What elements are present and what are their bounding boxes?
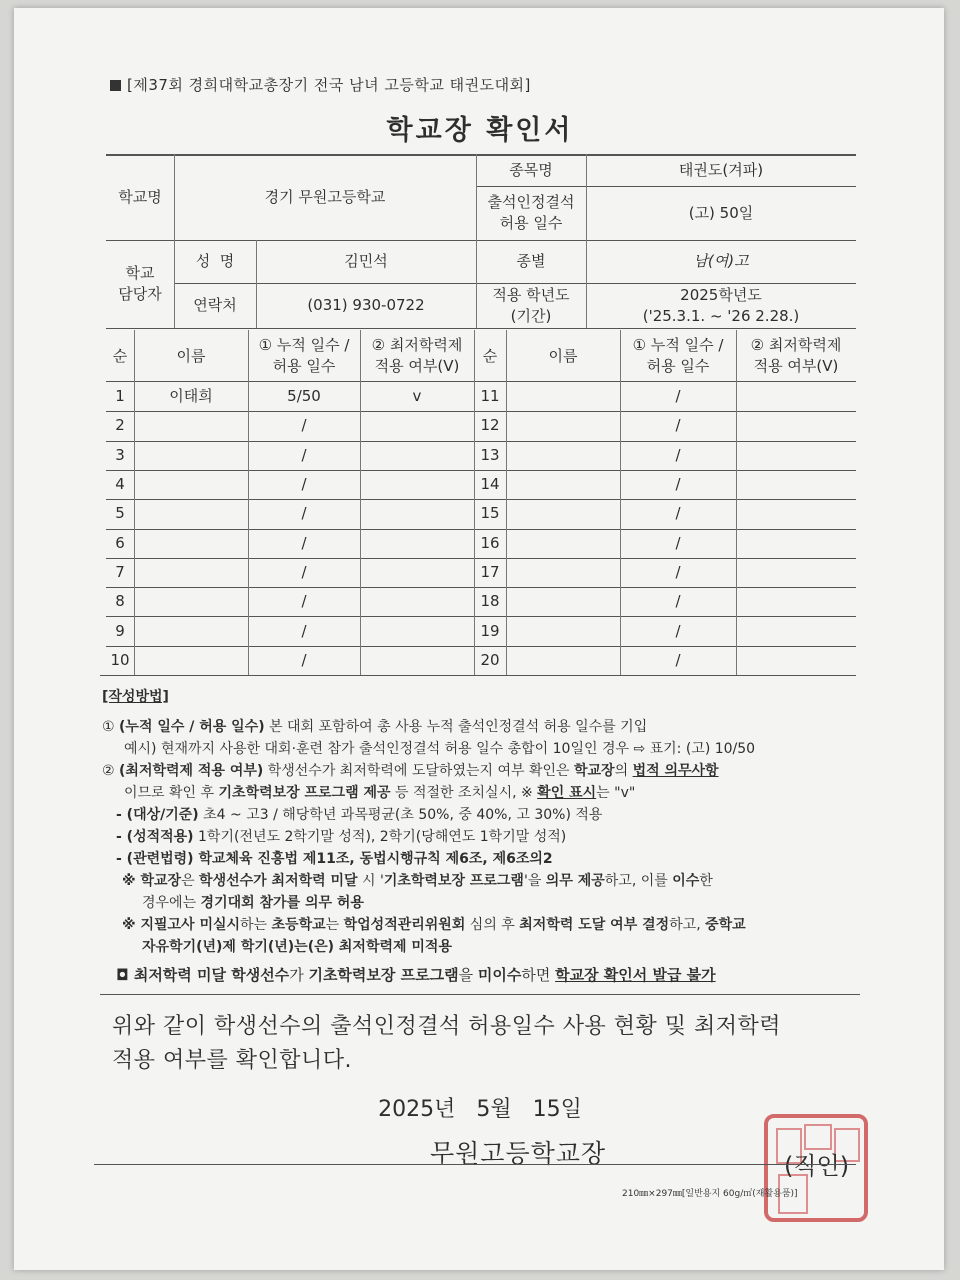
contact-label: 연락처 — [193, 296, 237, 314]
row-number: 5 — [115, 504, 125, 523]
min-achievement — [360, 587, 474, 616]
note-2-cont: 이므로 확인 후 기초학력보장 프로그램 제공 등 적절한 조치실시, ※ 확인 표시는 "v" — [124, 785, 636, 801]
note-1-example: 예시) 현재까지 사용한 대회·훈련 참가 출석인정결석 허용 일수 총합이 10일인 경우 ⇨ 표기: (고) 10/50 — [124, 741, 756, 757]
col-header-min: ② 최저학력제 적용 여부(V) — [750, 336, 842, 375]
name-value: 김민석 — [344, 252, 388, 270]
detail-target: - (대상/기준) 초4 ~ 고3 / 해당학년 과목평균(초 50%, 중 40%, 고 30%) 적용 — [116, 807, 603, 823]
table-column-rule — [506, 330, 507, 675]
student-name — [134, 411, 248, 440]
table-row-rule — [106, 558, 856, 559]
student-name — [506, 616, 620, 645]
student-name — [134, 587, 248, 616]
instructions-heading: [작성방법] — [102, 689, 169, 705]
row-number: 9 — [115, 621, 125, 640]
days-used: / — [675, 387, 681, 406]
table-row-rule — [106, 470, 856, 471]
row-number: 20 — [480, 650, 500, 669]
detail-grades: - (성적적용) 1학기(전년도 2학기말 성적), 2학기(당해연도 1학기말 성적) — [116, 829, 567, 845]
table-column-rule — [736, 330, 737, 675]
row-number: 1 — [115, 387, 125, 406]
min-achievement — [736, 499, 856, 528]
remark-1: ※ 학교장은 학생선수가 최저학력 미달 시 '기초학력보장 프로그램'을 의무 제공하고, 이를 이수한 — [122, 873, 713, 889]
col-header-days: ① 누적 일수 / 허용 일수 — [258, 336, 350, 375]
min-achievement — [360, 529, 474, 558]
event-title: [제37회 경희대학교총장기 전국 남녀 고등학교 태권도대회] — [110, 74, 531, 95]
allowed-days-label: 출석인정결석 허용 일수 — [487, 193, 575, 232]
row-number: 4 — [115, 475, 125, 494]
seal-label: (직인) — [784, 1152, 850, 1180]
days-used: / — [301, 445, 307, 464]
table-bottom-rule — [100, 675, 856, 676]
days-used: / — [301, 416, 307, 435]
days-used: / — [675, 562, 681, 581]
days-used: / — [675, 592, 681, 611]
days-used: / — [675, 533, 681, 552]
gender-label: 종별 — [516, 252, 546, 270]
student-name — [134, 616, 248, 645]
min-achievement — [736, 382, 856, 411]
square-bullet-icon — [110, 80, 121, 91]
school-value: 경기 무원고등학교 — [264, 187, 386, 206]
table-row-rule — [106, 411, 856, 412]
confirmation-statement: 위와 같이 학생선수의 출석인정결석 허용일수 사용 현황 및 최저학력 적용 여부를 확인합니다. — [112, 1014, 782, 1073]
min-achievement — [360, 558, 474, 587]
divider — [100, 994, 860, 995]
days-used: / — [675, 475, 681, 494]
document-date: 2025년 5월 15일 — [378, 1097, 582, 1122]
document-title: 학교장 확인서 — [386, 115, 574, 146]
col-header-days: ① 누적 일수 / 허용 일수 — [632, 336, 724, 375]
detail-law: - (관련법령) 학교체육 진흥법 제11조, 동법시행규칙 제6조, 제6조의2 — [116, 851, 553, 867]
student-name — [134, 558, 248, 587]
event-value: 태권도(겨파) — [678, 160, 764, 179]
table-row-rule — [106, 529, 856, 530]
table-column-rule — [134, 330, 135, 675]
min-achievement — [736, 558, 856, 587]
days-used: / — [301, 533, 307, 552]
row-number: 16 — [480, 533, 500, 552]
manager-label: 학교 담당자 — [118, 264, 162, 303]
principal-name: 무원고등학교장 — [430, 1139, 607, 1168]
days-used: / — [301, 621, 307, 640]
paper-spec: 210㎜×297㎜[일반용지 60g/㎡(재활용품)] — [622, 1189, 798, 1199]
contact-value: (031) 930-0722 — [307, 296, 425, 314]
student-name — [134, 470, 248, 499]
min-achievement — [736, 616, 856, 645]
row-number: 2 — [115, 416, 125, 435]
min-achievement — [736, 441, 856, 470]
days-used: / — [675, 621, 681, 640]
year-value: 2025학년도 ('25.3.1. ~ '26 2.28.) — [642, 285, 800, 325]
days-used: 5/50 — [287, 387, 321, 406]
student-name — [506, 411, 620, 440]
student-name — [506, 646, 620, 675]
days-used: / — [675, 650, 681, 669]
min-achievement — [360, 499, 474, 528]
days-used: / — [301, 562, 307, 581]
note-2: ② (최저학력제 적용 여부) 학생선수가 최저학력에 도달하였는지 여부 확인은 학교장의 법적 의무사항 — [102, 763, 719, 779]
min-achievement — [736, 646, 856, 675]
student-name — [506, 441, 620, 470]
col-header-min: ② 최저학력제 적용 여부(V) — [371, 336, 463, 375]
table-column-rule — [248, 330, 249, 675]
table-row-rule — [106, 441, 856, 442]
remark-2: ※ 지필고사 미실시하는 초등학교는 학업성적관리위원회 심의 후 최저학력 도달 여부 결정하고, 중학교 — [122, 917, 746, 933]
col-header-no: 순 — [482, 346, 498, 365]
student-name — [506, 558, 620, 587]
row-number: 11 — [480, 387, 500, 406]
year-label: 적용 학년도 (기간) — [492, 285, 570, 325]
col-header-name: 이름 — [548, 346, 578, 365]
row-number: 17 — [480, 562, 500, 581]
table-row-rule — [106, 587, 856, 588]
final-notice: ◘ 최저학력 미달 학생선수가 기초학력보장 프로그램을 미이수하면 학교장 확인서 발급 불가 — [116, 966, 716, 984]
min-achievement — [360, 616, 474, 645]
allowed-days-value: (고) 50일 — [688, 203, 754, 222]
row-number: 15 — [480, 504, 500, 523]
school-label: 학교명 — [118, 187, 162, 206]
row-number: 3 — [115, 445, 125, 464]
row-number: 10 — [110, 650, 130, 669]
student-name — [134, 529, 248, 558]
student-name — [134, 499, 248, 528]
rule — [106, 328, 856, 329]
student-name — [506, 470, 620, 499]
col-header-no: 순 — [112, 346, 128, 365]
student-name — [506, 587, 620, 616]
days-used: / — [301, 475, 307, 494]
table-row-rule — [106, 499, 856, 500]
row-number: 8 — [115, 592, 125, 611]
min-achievement — [360, 441, 474, 470]
student-name — [506, 529, 620, 558]
min-achievement — [736, 470, 856, 499]
row-number: 18 — [480, 592, 500, 611]
row-number: 7 — [115, 562, 125, 581]
table-column-rule — [474, 330, 475, 675]
row-number: 6 — [115, 533, 125, 552]
remark-2-cont: 자유학기(년)제 학기(년)는(은) 최저학력제 미적용 — [142, 939, 452, 955]
student-name: 이태희 — [169, 387, 213, 406]
gender-value: 남(여)고 — [693, 252, 749, 270]
days-used: / — [301, 592, 307, 611]
min-achievement — [736, 587, 856, 616]
table-header-rule — [106, 381, 856, 382]
event-label: 종목명 — [509, 160, 553, 179]
min-achievement — [736, 529, 856, 558]
row-number: 19 — [480, 621, 500, 640]
student-name — [506, 382, 620, 411]
row-number: 12 — [480, 416, 500, 435]
remark-1-cont: 경우에는 경기대회 참가를 의무 허용 — [142, 895, 364, 911]
days-used: / — [675, 445, 681, 464]
col-header-name: 이름 — [176, 346, 206, 365]
min-achievement — [736, 411, 856, 440]
min-achievement: v — [412, 387, 422, 406]
table-row-rule — [106, 616, 856, 617]
days-used: / — [675, 504, 681, 523]
table-column-rule — [360, 330, 361, 675]
days-used: / — [301, 650, 307, 669]
days-used: / — [675, 416, 681, 435]
student-name — [134, 441, 248, 470]
student-name — [134, 646, 248, 675]
name-label: 성 명 — [195, 252, 235, 270]
days-used: / — [301, 504, 307, 523]
min-achievement — [360, 470, 474, 499]
table-row-rule — [106, 646, 856, 647]
min-achievement — [360, 411, 474, 440]
min-achievement — [360, 646, 474, 675]
student-name — [506, 499, 620, 528]
row-number: 14 — [480, 475, 500, 494]
row-number: 13 — [480, 445, 500, 464]
footer-rule — [94, 1164, 856, 1165]
table-column-rule — [620, 330, 621, 675]
note-1: ① (누적 일수 / 허용 일수) 본 대회 포함하여 총 사용 누적 출석인정결석 허용 일수를 기입 — [102, 719, 648, 735]
